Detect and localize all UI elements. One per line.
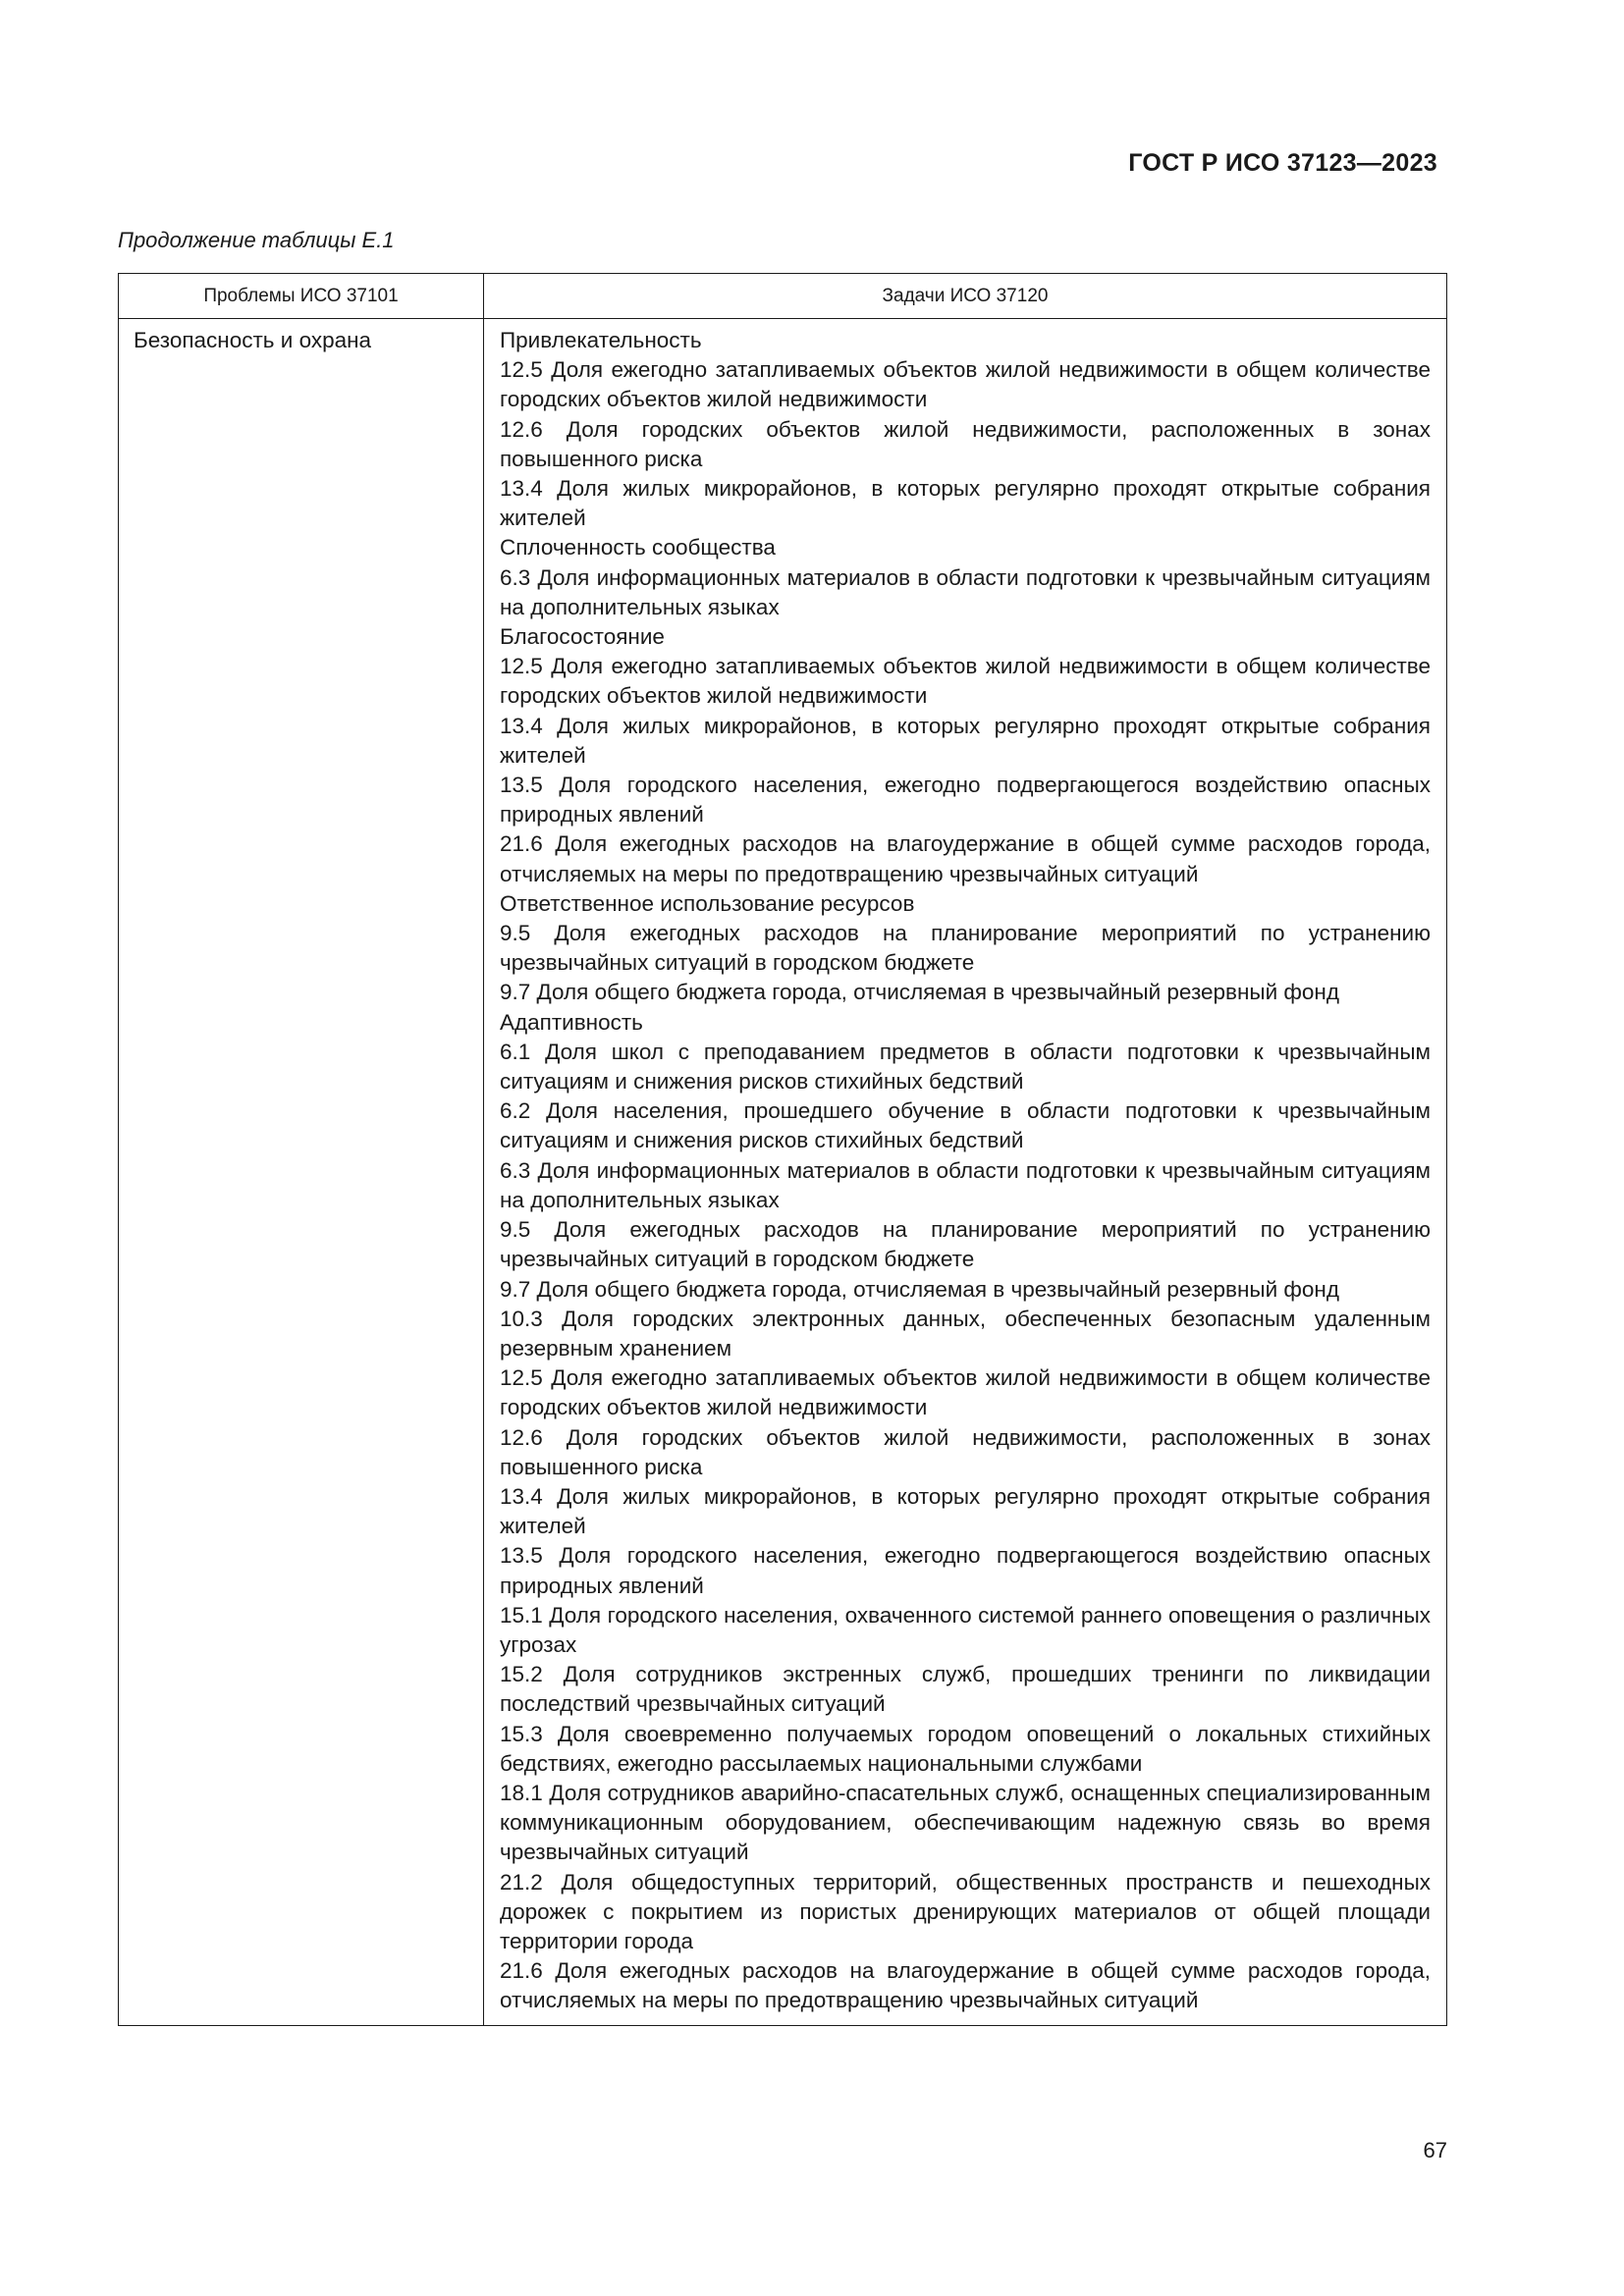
table-caption: Продолжение таблицы Е.1 [118, 228, 395, 252]
list-item: 12.6 Доля городских объектов жилой недвижимости, расположенных в зонах повышенного риска [500, 416, 1431, 471]
list-item: 10.3 Доля городских электронных данных, обеспеченных безопасным удаленным резервным хранением [500, 1306, 1431, 1361]
list-item: 21.6 Доля ежегодных расходов на влагоудержание в общей сумме расходов города, отчисляемых на меры по предотвращению чрезвычайных ситуаций [500, 831, 1431, 886]
list-item: 21.2 Доля общедоступных территорий, общественных пространств и пешеходных дорожек с покрытием из пористых дренирующих материалов от общей площади территории города [500, 1869, 1431, 1953]
group-title-attractiveness: Привлекательность [500, 328, 702, 352]
list-item: 9.5 Доля ежегодных расходов на планирование мероприятий по устранению чрезвычайных ситуаций в городском бюджете [500, 921, 1431, 976]
header-problems: Проблемы ИСО 37101 [119, 274, 484, 319]
list-item: 6.3 Доля информационных материалов в области подготовки к чрезвычайным ситуациям на дополнительных языках [500, 564, 1431, 619]
group-title-wellbeing: Благосостояние [500, 624, 665, 650]
page-number: 67 [1423, 2138, 1447, 2163]
list-item: 12.5 Доля ежегодно затапливаемых объектов жилой недвижимости в общем количестве городских объектов жилой недвижимости [500, 1365, 1431, 1420]
list-item: 12.5 Доля ежегодно затапливаемых объектов жилой недвижимости в общем количестве городских объектов жилой недвижимости [500, 654, 1431, 709]
list-item: 18.1 Доля сотрудников аварийно-спасательных служб, оснащенных специализированным коммуникационным оборудованием, обеспечивающим надежную связь во время чрезвычайных ситуаций [500, 1780, 1431, 1865]
list-item: 9.7 Доля общего бюджета города, отчисляемая в чрезвычайный резервный фонд [500, 1276, 1339, 1302]
list-item: 6.2 Доля населения, прошедшего обучение в области подготовки к чрезвычайным ситуациям и снижения рисков стихийных бедствий [500, 1098, 1431, 1153]
list-item: 13.4 Доля жилых микрорайонов, в которых регулярно проходят открытые собрания жителей [500, 1483, 1431, 1539]
list-item: 13.5 Доля городского населения, ежегодно подвергающегося воздействию опасных природных явлений [500, 773, 1431, 828]
problem-cell [119, 319, 484, 2026]
list-item: 13.5 Доля городского населения, ежегодно подвергающегося воздействию опасных природных явлений [500, 1543, 1431, 1598]
tasks-cell [484, 319, 1447, 2026]
list-item: 13.4 Доля жилых микрорайонов, в которых регулярно проходят открытые собрания жителей [500, 476, 1431, 531]
list-item: 6.3 Доля информационных материалов в области подготовки к чрезвычайным ситуациям на дополнительных языках [500, 1157, 1431, 1212]
document-code: ГОСТ Р ИСО 37123—2023 [1128, 149, 1437, 177]
list-item: 9.5 Доля ежегодных расходов на планирование мероприятий по устранению чрезвычайных ситуаций в городском бюджете [500, 1217, 1431, 1272]
list-item: 12.5 Доля ежегодно затапливаемых объектов жилой недвижимости в общем количестве городских объектов жилой недвижимости [500, 357, 1431, 412]
group-title-resilience: Адаптивность [500, 1009, 643, 1035]
header-tasks: Задачи ИСО 37120 [484, 274, 1447, 319]
list-item: 9.7 Доля общего бюджета города, отчисляемая в чрезвычайный резервный фонд [500, 980, 1339, 1005]
list-item: 6.1 Доля школ с преподаванием предметов в области подготовки к чрезвычайным ситуациям и снижения рисков стихийных бедствий [500, 1039, 1431, 1095]
list-item: 21.6 Доля ежегодных расходов на влагоудержание в общей сумме расходов города, отчисляемых на меры по предотвращению чрезвычайных ситуаций [500, 1958, 1431, 2013]
table-header-row [119, 274, 1447, 319]
list-item: 12.6 Доля городских объектов жилой недвижимости, расположенных в зонах повышенного риска [500, 1424, 1431, 1479]
list-item: 15.3 Доля своевременно получаемых городом оповещений о локальных стихийных бедствиях, ежегодно рассылаемых национальными службами [500, 1721, 1431, 1776]
list-item: 13.4 Доля жилых микрорайонов, в которых регулярно проходят открытые собрания жителей [500, 713, 1431, 768]
list-item: 15.1 Доля городского населения, охваченного системой раннего оповещения о различных угрозах [500, 1602, 1431, 1657]
list-item: 15.2 Доля сотрудников экстренных служб, прошедших тренинги по ликвидации последствий чрезвычайных ситуаций [500, 1662, 1431, 1717]
group-title-community-cohesion: Сплоченность сообщества [500, 535, 776, 561]
table-row [119, 319, 1447, 2026]
problem-label: Безопасность и охрана [134, 328, 372, 352]
indicators-table [118, 273, 1447, 2026]
group-title-responsible-resource-use: Ответственное использование ресурсов [500, 890, 915, 916]
